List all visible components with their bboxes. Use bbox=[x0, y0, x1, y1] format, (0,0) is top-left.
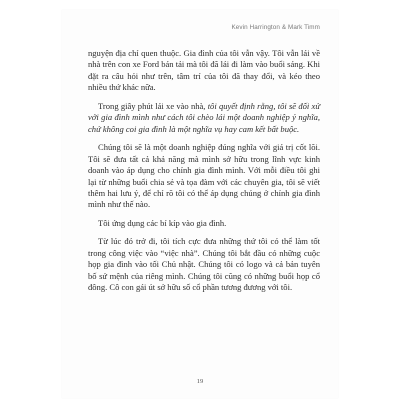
paragraph-4: Tôi ứng dụng các bí kíp vào gia đình. bbox=[98, 217, 227, 228]
paragraph-2 bbox=[88, 101, 320, 135]
paragraph-5: Từ lúc đó trở đi, tôi tích cực đưa những thứ tôi có thể làm tốt trong công việc vào “việc nhà”. Chúng tôi bắt đầu có những cuộc họp gia đình vào tối Chủ nhật. Chúng tôi có logo và cả bản tuyên bố sứ mệnh của riêng mình. Chúng tôi cũng có những buổi họp cổ đông. Cô con gái út sở hữu số cổ phần tương đương với tôi. bbox=[88, 236, 320, 293]
paragraph-3: Chúng tôi sẽ là một doanh nghiệp đúng nghĩa với giá trị cốt lõi. Tôi sẽ đưa tất cả khả năng mà mình sở hữu trong lĩnh vực kinh doanh vào áp dụng cho chính gia đình mình. Với mỗi điều tôi ghi lại từ những buổi chia sẻ và tọa đàm với các chuyên gia, tôi sẽ viết thêm hai lưu ý, để chỉ rõ tôi có thể áp dụng chúng ở chính gia đình mình như thế nào. bbox=[88, 142, 320, 210]
paragraph-1: nguyện địa chỉ quen thuộc. Gia đình của tôi vẫn vậy. Tôi vẫn lái về nhà trên con xe Ford bán tải mà tôi đã lái đi làm vào buổi sáng. Khi đặt ra câu hỏi như trên, tâm trí của tôi đã thay đổi, và kéo theo nhiều thứ khác nữa. bbox=[88, 48, 320, 93]
running-head: Kevin Harrington & Mark Timm bbox=[231, 24, 320, 31]
paragraph-2-lead: Trong giây phút lái xe vào nhà, bbox=[98, 100, 208, 111]
body-text bbox=[88, 48, 320, 301]
paragraph-2-emphasis: tôi quyết định rằng, tôi sẽ đối xử với gia đình mình như cách tôi chèo lái một doanh nghiệp ý nghĩa, chứ không coi gia đình là một nghĩa vụ hay cam kết bất buộc. bbox=[88, 100, 320, 134]
page-number: 19 bbox=[196, 378, 204, 385]
book-page bbox=[62, 10, 338, 398]
